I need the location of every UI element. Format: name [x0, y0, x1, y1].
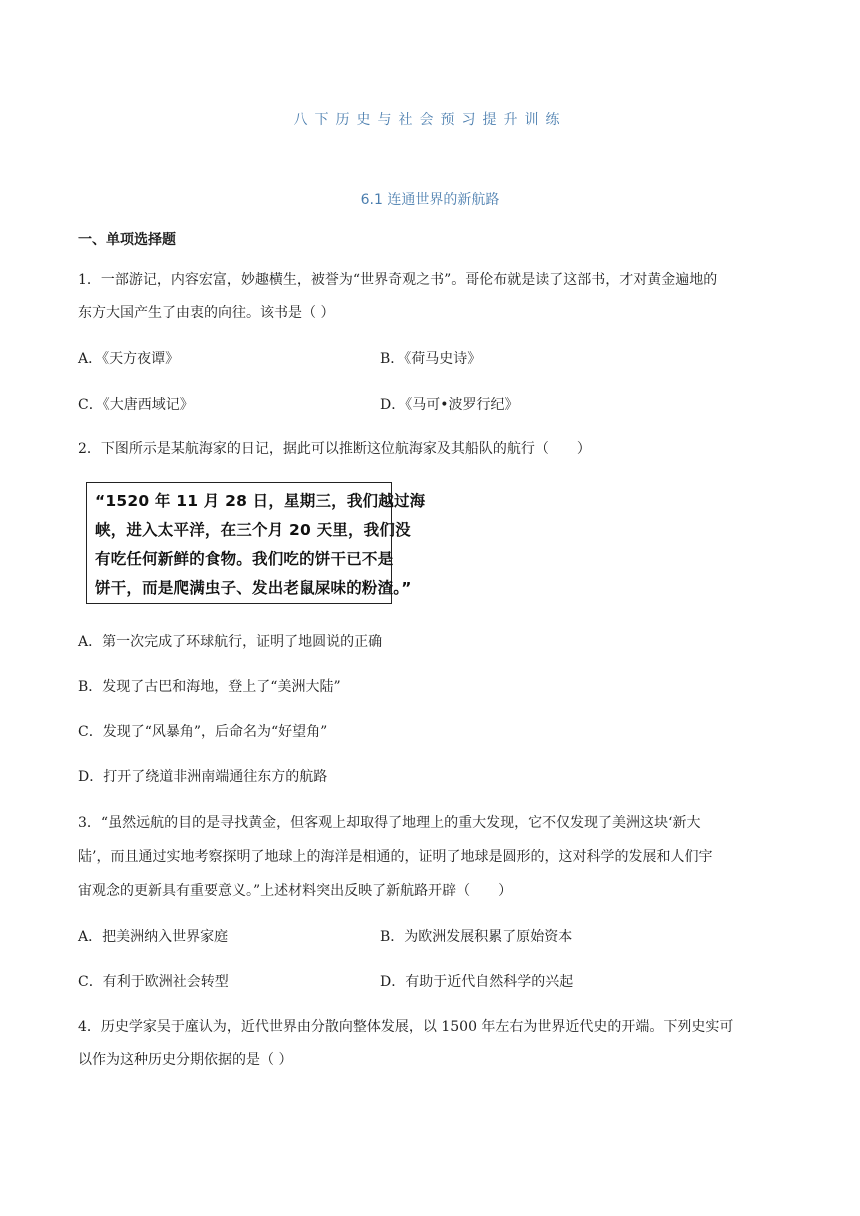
q1-stem-line2: 东方大国产生了由衷的向往。该书是（ ） — [78, 305, 335, 321]
q1-option-a: A．《天方夜谭》 — [78, 351, 180, 367]
diary-quote-line: 峡，进入太平洋，在三个月 20 天里，我们没 — [95, 521, 411, 539]
diary-quote-line: 饼干，而是爬满虫子、发出老鼠屎味的粉渣。” — [95, 579, 412, 597]
q4-stem-line2: 以作为这种历史分期依据的是（ ） — [78, 1052, 293, 1068]
q3-option-b: B．为欧洲发展积累了原始资本 — [380, 929, 573, 945]
q3-option-d: D．有助于近代自然科学的兴起 — [380, 974, 574, 990]
lesson-title: 6.1 连通世界的新航路 — [360, 192, 500, 208]
section-heading: 一、单项选择题 — [78, 232, 176, 248]
q3-stem-line2: 陆’，而且通过实地考察探明了地球上的海洋是相通的，证明了地球是圆形的，这对科学的发展和人们宇 — [78, 849, 713, 865]
q1-option-c: C．《大唐西域记》 — [78, 397, 194, 413]
q2-stem: 2．下图所示是某航海家的日记，据此可以推断这位航海家及其船队的航行（ ） — [78, 441, 591, 457]
q2-option-b: B．发现了古巴和海地，登上了“美洲大陆” — [78, 679, 341, 695]
diary-quote-line: “1520 年 11 月 28 日，星期三，我们越过海 — [95, 492, 426, 510]
q1-option-d: D．《马可•波罗行纪》 — [380, 397, 519, 413]
q3-option-c: C．有利于欧洲社会转型 — [78, 974, 229, 990]
diary-quote-box — [86, 482, 426, 604]
q2-option-a: A．第一次完成了环球航行，证明了地圆说的正确 — [78, 634, 383, 650]
diary-quote-line: 有吃任何新鲜的食物。我们吃的饼干已不是 — [95, 550, 394, 568]
q1-stem-line1: 1．一部游记，内容宏富，妙趣横生，被誉为“世界奇观之书”。哥伦布就是读了这部书，才对黄金遍地的 — [78, 272, 718, 288]
q3-stem-line3: 宙观念的更新具有重要意义。”上述材料突出反映了新航路开辟（ ） — [78, 883, 513, 899]
q2-option-c: C．发现了“风暴角”，后命名为“好望角” — [78, 724, 328, 740]
q3-stem-line1: 3．“虽然远航的目的是寻找黄金，但客观上却取得了地理上的重大发现，它不仅发现了美洲这块‘新大 — [78, 815, 701, 831]
q2-option-d: D．打开了绕道非洲南端通往东方的航路 — [78, 769, 328, 785]
q4-stem-line1: 4．历史学家吴于廑认为，近代世界由分散向整体发展，以 1500 年左右为世界近代史的开端。下列史实可 — [78, 1019, 734, 1035]
document-title: 八下历史与社会预习提升训练 — [293, 112, 567, 128]
q1-option-b: B．《荷马史诗》 — [380, 351, 482, 367]
q3-option-a: A．把美洲纳入世界家庭 — [78, 929, 229, 945]
